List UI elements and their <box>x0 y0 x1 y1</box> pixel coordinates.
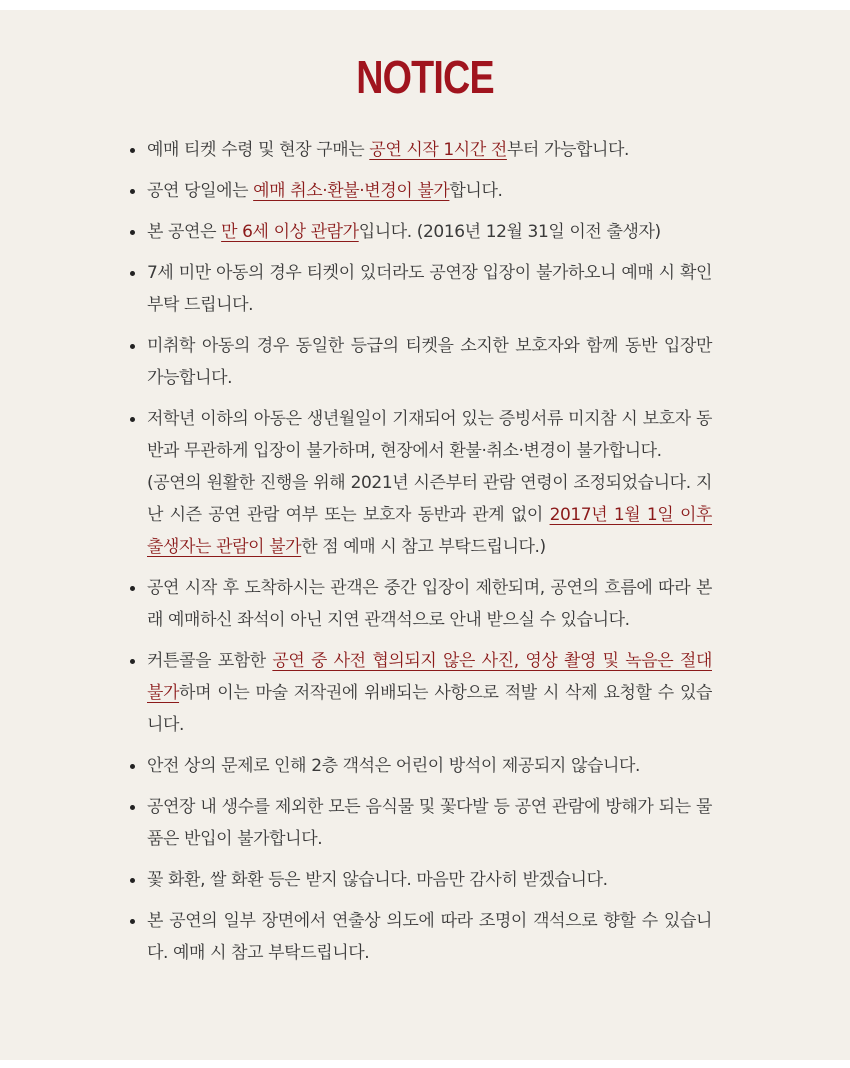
item-text: 합니다. <box>449 181 503 201</box>
notice-item-no-wreaths <box>128 864 712 896</box>
item-text: 예매 티켓 수령 및 현장 구매는 <box>147 140 370 160</box>
notice-item-cushions <box>128 750 712 782</box>
notice-item-ticket-pickup <box>128 134 712 166</box>
item-text: 공연 시작 후 도착하시는 관객은 중간 입장이 제한되며, 공연의 흐름에 따라 본래 예매하신 좌석이 아닌 지연 관객석으로 안내 받으실 수 있습니다. <box>147 578 712 630</box>
item-text: 하며 이는 마술 저작권에 위배되는 사항으로 적발 시 삭제 요청할 수 있습니다. <box>147 683 712 735</box>
note-highlight: 2017년 1월 1일 이후 출생자는 관람이 불가 <box>147 505 712 557</box>
item-note <box>147 467 712 563</box>
notice-item-lighting <box>128 905 712 969</box>
notice-item-age-rating <box>128 216 712 248</box>
notice-panel <box>0 10 850 1060</box>
notice-item-late-arrival <box>128 572 712 636</box>
notice-item-no-food <box>128 791 712 855</box>
item-text: 커튼콜을 포함한 <box>147 651 273 671</box>
notice-item-preschool <box>128 330 712 394</box>
item-text: 저학년 이하의 아동은 생년월일이 기재되어 있는 증빙서류 미지참 시 보호자 동반과 무관하게 입장이 불가하며, 현장에서 환불·취소·변경이 불가합니다. <box>147 409 712 461</box>
notice-item-under-seven <box>128 257 712 321</box>
note-text: 한 점 예매 시 참고 부탁드립니다.) <box>301 537 546 557</box>
notice-title: NOTICE <box>356 51 494 103</box>
item-text: 공연 당일에는 <box>147 181 254 201</box>
item-text: 공연장 내 생수를 제외한 모든 음식물 및 꽃다발 등 공연 관람에 방해가 되는 물품은 반입이 불가합니다. <box>147 797 712 849</box>
item-highlight: 공연 중 사전 협의되지 않은 사진, 영상 촬영 및 녹음은 절대 불가 <box>147 651 712 703</box>
notice-item-id-required <box>128 403 712 563</box>
notice-item-no-recording <box>128 645 712 741</box>
notice-list <box>128 134 712 978</box>
item-text: 꽃 화환, 쌀 화환 등은 받지 않습니다. 마음만 감사히 받겠습니다. <box>147 870 608 890</box>
item-highlight: 공연 시작 1시간 전 <box>369 140 507 160</box>
item-highlight: 만 6세 이상 관람가 <box>221 222 359 242</box>
item-highlight: 예매 취소·환불·변경이 불가 <box>253 181 450 201</box>
item-text: 미취학 아동의 경우 동일한 등급의 티켓을 소지한 보호자와 함께 동반 입장만 가능합니다. <box>147 336 712 388</box>
item-text: 부터 가능합니다. <box>506 140 630 160</box>
notice-item-no-cancel <box>128 175 712 207</box>
item-text: 안전 상의 문제로 인해 2층 객석은 어린이 방석이 제공되지 않습니다. <box>147 756 641 776</box>
item-text: 본 공연의 일부 장면에서 연출상 의도에 따라 조명이 객석으로 향할 수 있습니다. 예매 시 참고 부탁드립니다. <box>147 911 712 963</box>
note-text: (공연의 원활한 진행을 위해 2021년 시즌부터 관람 연령이 조정되었습니다. 지난 시즌 공연 관람 여부 또는 보호자 동반과 관계 없이 <box>147 473 712 525</box>
item-text: 입니다. (2016년 12월 31일 이전 출생자) <box>358 222 661 242</box>
item-text: 본 공연은 <box>147 222 222 242</box>
item-text: 7세 미만 아동의 경우 티켓이 있더라도 공연장 입장이 불가하오니 예매 시 확인 부탁 드립니다. <box>147 263 712 315</box>
